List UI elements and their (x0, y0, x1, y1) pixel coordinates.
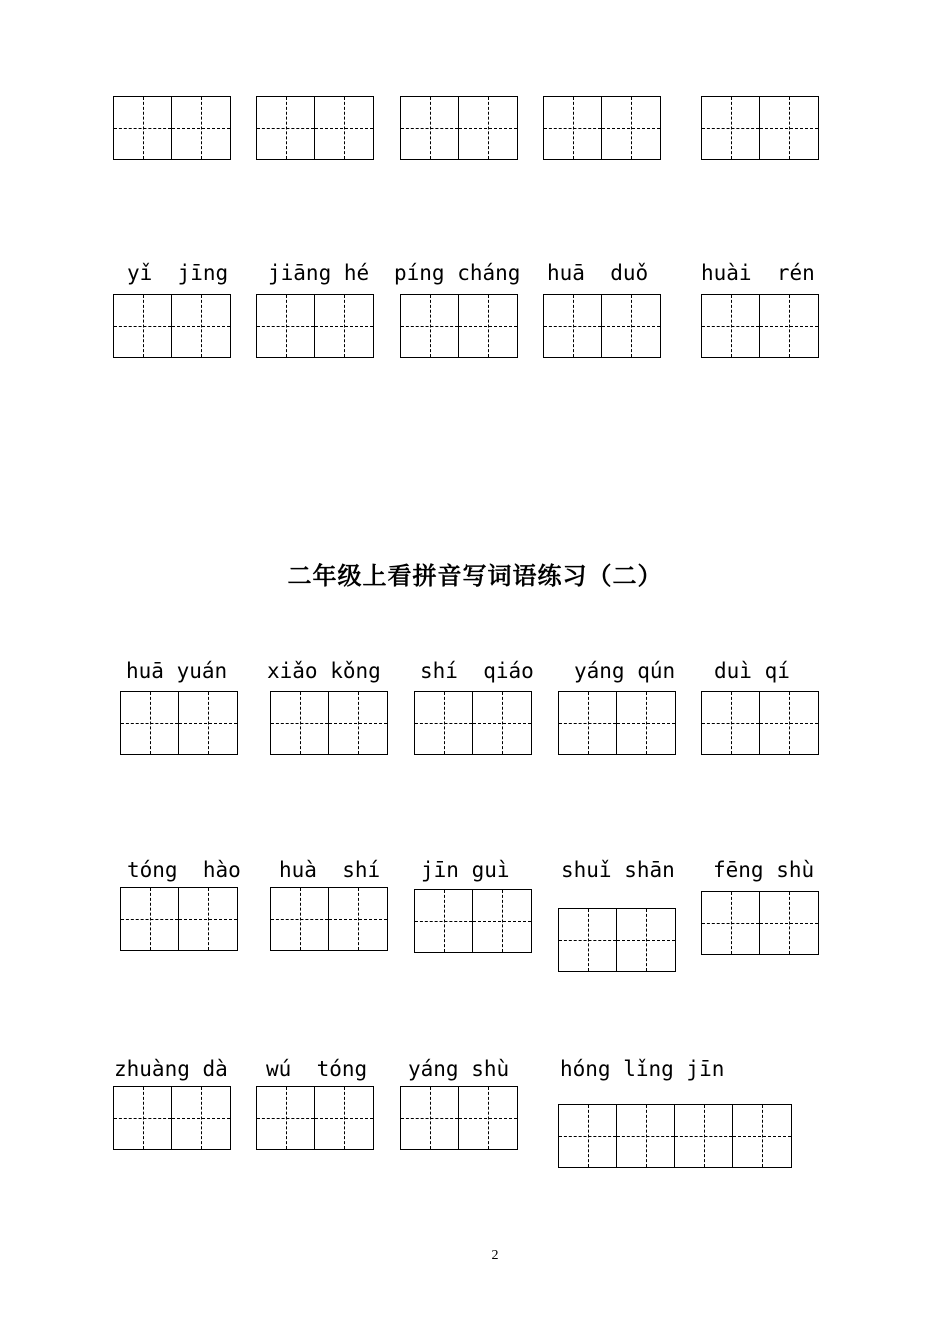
writing-cell[interactable] (271, 692, 329, 754)
writing-cell[interactable] (473, 890, 531, 952)
pinyin-label: duì qí (714, 659, 790, 683)
page-number: 2 (491, 1248, 499, 1263)
pinyin-label: tóng hào (127, 858, 241, 882)
pinyin-label: hóng lǐng jīn (560, 1057, 725, 1081)
writing-cell[interactable] (401, 97, 459, 159)
writing-grid[interactable] (256, 294, 374, 358)
pinyin-label: píng cháng (394, 261, 521, 285)
writing-cell[interactable] (401, 1087, 459, 1149)
pinyin-label: zhuàng dà (114, 1057, 228, 1081)
pinyin-label: yáng shù (408, 1057, 510, 1081)
writing-cell[interactable] (179, 888, 237, 950)
writing-cell[interactable] (329, 888, 387, 950)
writing-cell[interactable] (459, 97, 517, 159)
writing-cell[interactable] (172, 295, 230, 357)
pinyin-label: yǐ jīng (127, 261, 229, 285)
writing-cell[interactable] (559, 909, 617, 971)
writing-cell[interactable] (114, 97, 172, 159)
writing-grid[interactable] (543, 96, 661, 160)
writing-grid[interactable] (701, 294, 819, 358)
writing-cell[interactable] (459, 295, 517, 357)
writing-cell[interactable] (459, 1087, 517, 1149)
writing-cell[interactable] (702, 892, 760, 954)
writing-cell[interactable] (114, 295, 172, 357)
writing-cell[interactable] (257, 97, 315, 159)
writing-cell[interactable] (702, 692, 760, 754)
writing-cell[interactable] (602, 295, 660, 357)
writing-cell[interactable] (760, 97, 818, 159)
writing-cell[interactable] (733, 1105, 791, 1167)
writing-grid[interactable] (558, 1104, 792, 1168)
writing-cell[interactable] (544, 97, 602, 159)
writing-cell[interactable] (544, 295, 602, 357)
writing-cell[interactable] (760, 692, 818, 754)
pinyin-label: huā duǒ (547, 261, 649, 285)
writing-cell[interactable] (473, 692, 531, 754)
writing-cell[interactable] (257, 1087, 315, 1149)
writing-grid[interactable] (270, 887, 388, 951)
writing-grid[interactable] (400, 96, 518, 160)
writing-cell[interactable] (702, 295, 760, 357)
writing-grid[interactable] (256, 1086, 374, 1150)
writing-cell[interactable] (271, 888, 329, 950)
writing-grid[interactable] (558, 691, 676, 755)
writing-grid[interactable] (701, 891, 819, 955)
writing-grid[interactable] (120, 887, 238, 951)
writing-cell[interactable] (329, 692, 387, 754)
writing-cell[interactable] (121, 888, 179, 950)
writing-cell[interactable] (760, 892, 818, 954)
writing-grid[interactable] (270, 691, 388, 755)
pinyin-label: shuǐ shān (561, 858, 675, 882)
writing-cell[interactable] (559, 692, 617, 754)
pinyin-label: wú tóng (266, 1057, 368, 1081)
pinyin-label: fēng shù (713, 858, 815, 882)
writing-cell[interactable] (179, 692, 237, 754)
writing-grid[interactable] (558, 908, 676, 972)
pinyin-label: shí qiáo (420, 659, 534, 683)
pinyin-label: huā yuán (126, 659, 228, 683)
pinyin-label: xiǎo kǒng (267, 659, 381, 683)
writing-cell[interactable] (315, 97, 373, 159)
writing-cell[interactable] (617, 909, 675, 971)
writing-grid[interactable] (701, 96, 819, 160)
pinyin-label: yáng qún (574, 659, 676, 683)
writing-grid[interactable] (113, 1086, 231, 1150)
writing-cell[interactable] (617, 692, 675, 754)
pinyin-label: jīn guì (421, 858, 510, 882)
writing-grid[interactable] (113, 294, 231, 358)
writing-grid[interactable] (256, 96, 374, 160)
writing-cell[interactable] (401, 295, 459, 357)
writing-grid[interactable] (414, 691, 532, 755)
writing-cell[interactable] (415, 890, 473, 952)
writing-grid[interactable] (400, 1086, 518, 1150)
writing-cell[interactable] (172, 1087, 230, 1149)
writing-cell[interactable] (702, 97, 760, 159)
writing-cell[interactable] (675, 1105, 733, 1167)
writing-cell[interactable] (172, 97, 230, 159)
writing-grid[interactable] (113, 96, 231, 160)
worksheet-title: 二年级上看拼音写词语练习（二） (287, 562, 663, 590)
writing-grid[interactable] (701, 691, 819, 755)
writing-grid[interactable] (400, 294, 518, 358)
pinyin-label: huà shí (279, 858, 381, 882)
writing-cell[interactable] (315, 1087, 373, 1149)
writing-cell[interactable] (559, 1105, 617, 1167)
writing-cell[interactable] (257, 295, 315, 357)
writing-cell[interactable] (617, 1105, 675, 1167)
pinyin-label: jiāng hé (268, 261, 370, 285)
writing-cell[interactable] (315, 295, 373, 357)
writing-cell[interactable] (602, 97, 660, 159)
writing-cell[interactable] (415, 692, 473, 754)
writing-grid[interactable] (414, 889, 532, 953)
writing-grid[interactable] (120, 691, 238, 755)
writing-cell[interactable] (760, 295, 818, 357)
writing-grid[interactable] (543, 294, 661, 358)
writing-cell[interactable] (114, 1087, 172, 1149)
writing-cell[interactable] (121, 692, 179, 754)
pinyin-label: huài rén (701, 261, 815, 285)
